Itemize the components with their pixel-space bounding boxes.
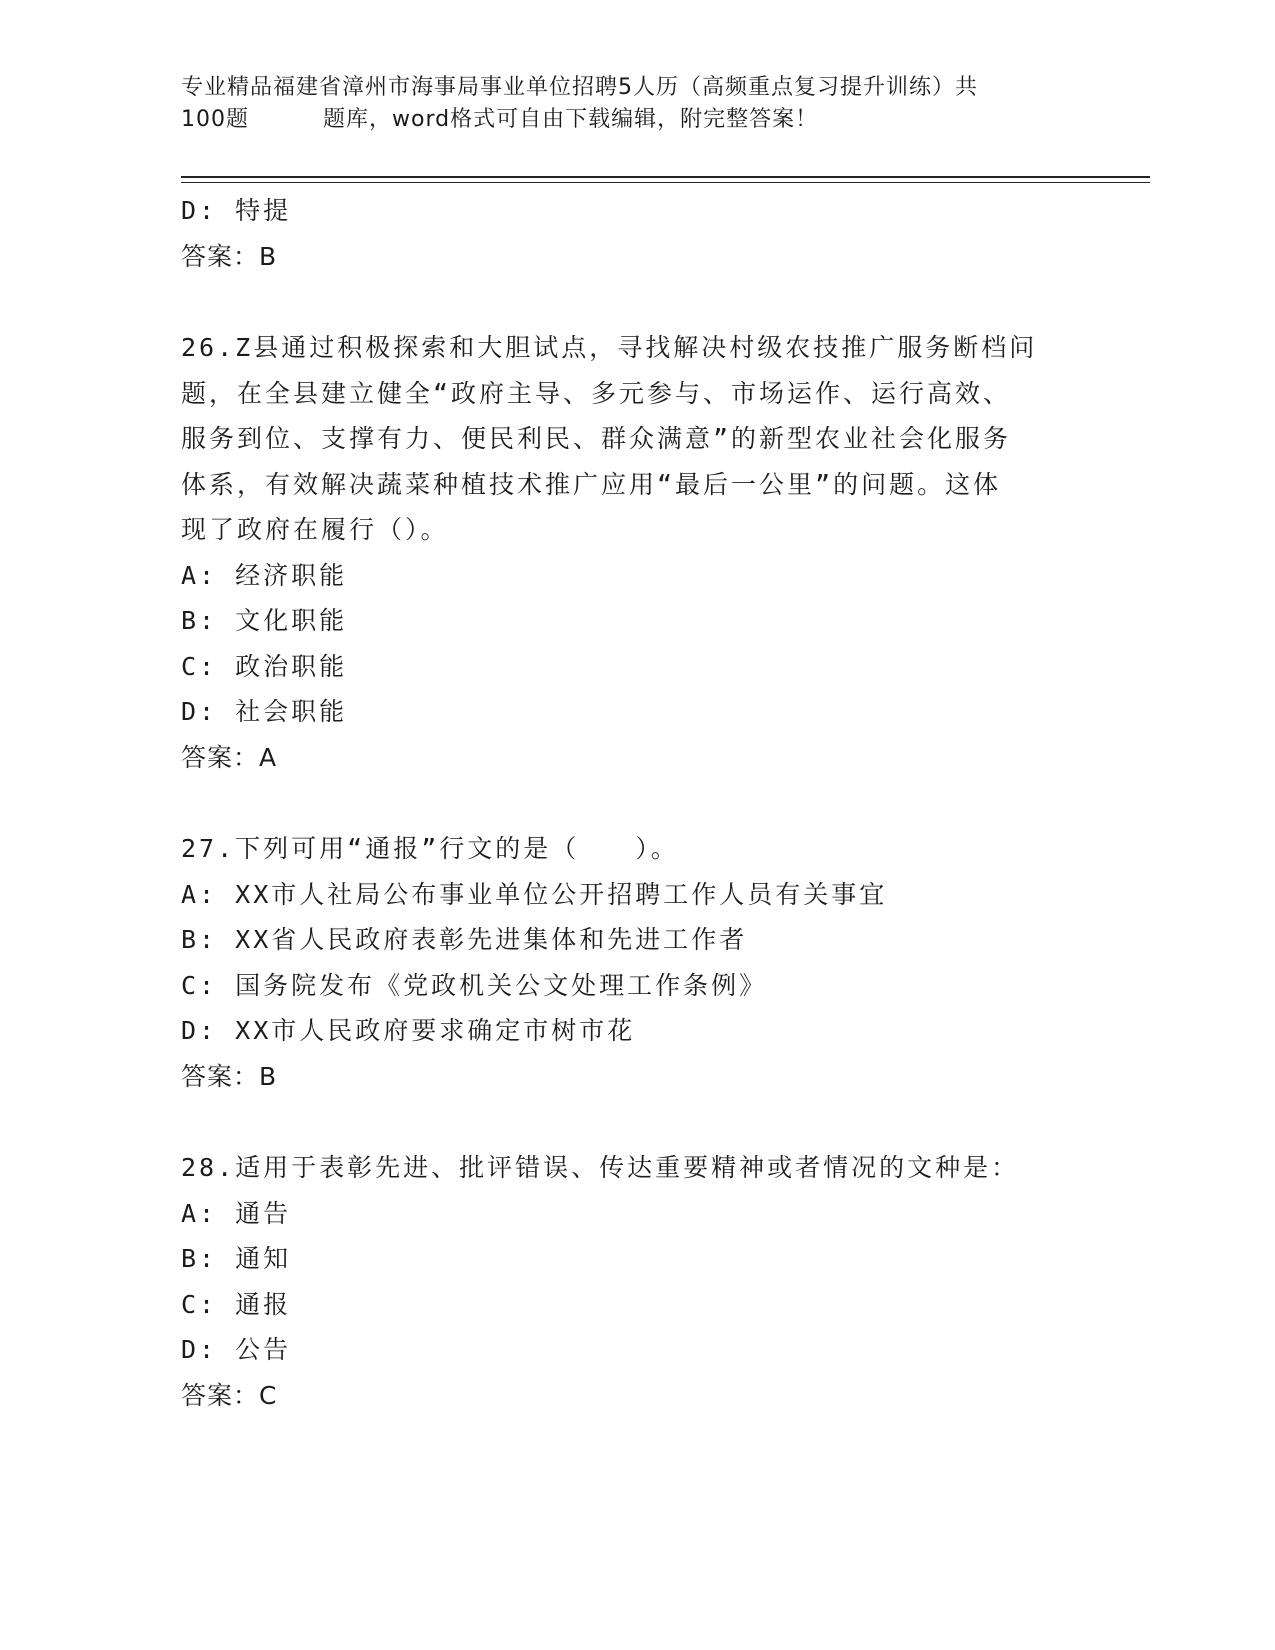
prev-option-d: D: 特提 [181,196,292,225]
option-a: A: 经济职能 [181,560,348,590]
prev-answer: 答案：B [181,241,278,271]
header-question-count: 100题 [181,107,249,132]
question-stem-line: 题，在全县建立健全“政府主导、多元参与、市场运作、运行高效、 [181,378,1012,408]
option-c: C: 通报 [181,1289,292,1319]
option-d: D: 公告 [181,1335,292,1364]
page-header [181,72,1061,136]
question-stem-line: 服务到位、支撑有力、便民利民、群众满意”的新型农业社会化服务 [181,424,1012,453]
header-title-line2 [181,104,1061,136]
question-26 [181,325,1081,780]
question-27 [181,826,1081,1099]
option-c: C: 国务院发布《党政机关公文处理工作条例》 [181,970,768,1000]
question-stem-line: 26.Z县通过积极探索和大胆试点，寻找解决村级农技推广服务断档问 [181,333,1038,362]
question-spacer [181,780,1081,826]
header-title-line1: 专业精品福建省漳州市海事局事业单位招聘5人历（高频重点复习提升训练）共 [181,75,978,100]
question-stem-line: 体系，有效解决蔬菜种植技术推广应用“最后一公里”的问题。这体 [181,469,1002,499]
option-b: B: XX省人民政府表彰先进集体和先进工作者 [181,925,748,954]
option-a: A: 通告 [181,1198,292,1228]
option-b: B: 文化职能 [181,606,348,635]
option-b: B: 通知 [181,1244,292,1273]
answer: 答案：C [181,1380,278,1410]
answer: 答案：B [181,1061,278,1091]
answer: 答案：A [181,742,278,772]
option-c: C: 政治职能 [181,651,348,681]
question-spacer [181,279,1081,325]
question-28 [181,1145,1081,1418]
option-d: D: XX市人民政府要求确定市树市花 [181,1016,636,1045]
option-a: A: XX市人社局公布事业单位公开招聘工作人员有关事宜 [181,879,888,909]
question-stem-line: 28.适用于表彰先进、批评错误、传达重要精神或者情况的文种是： [181,1153,1020,1182]
header-description: 题库，word格式可自由下载编辑，附完整答案！ [323,107,819,132]
question-spacer [181,1099,1081,1145]
question-stem-line: 现了政府在履行（）。 [181,515,449,544]
option-d: D: 社会职能 [181,697,348,726]
header-divider-thin [181,182,1150,183]
header-divider-thick [181,176,1150,178]
question-list [181,188,1081,1418]
question-stem-line: 27.下列可用“通报”行文的是（ ）。 [181,834,679,863]
